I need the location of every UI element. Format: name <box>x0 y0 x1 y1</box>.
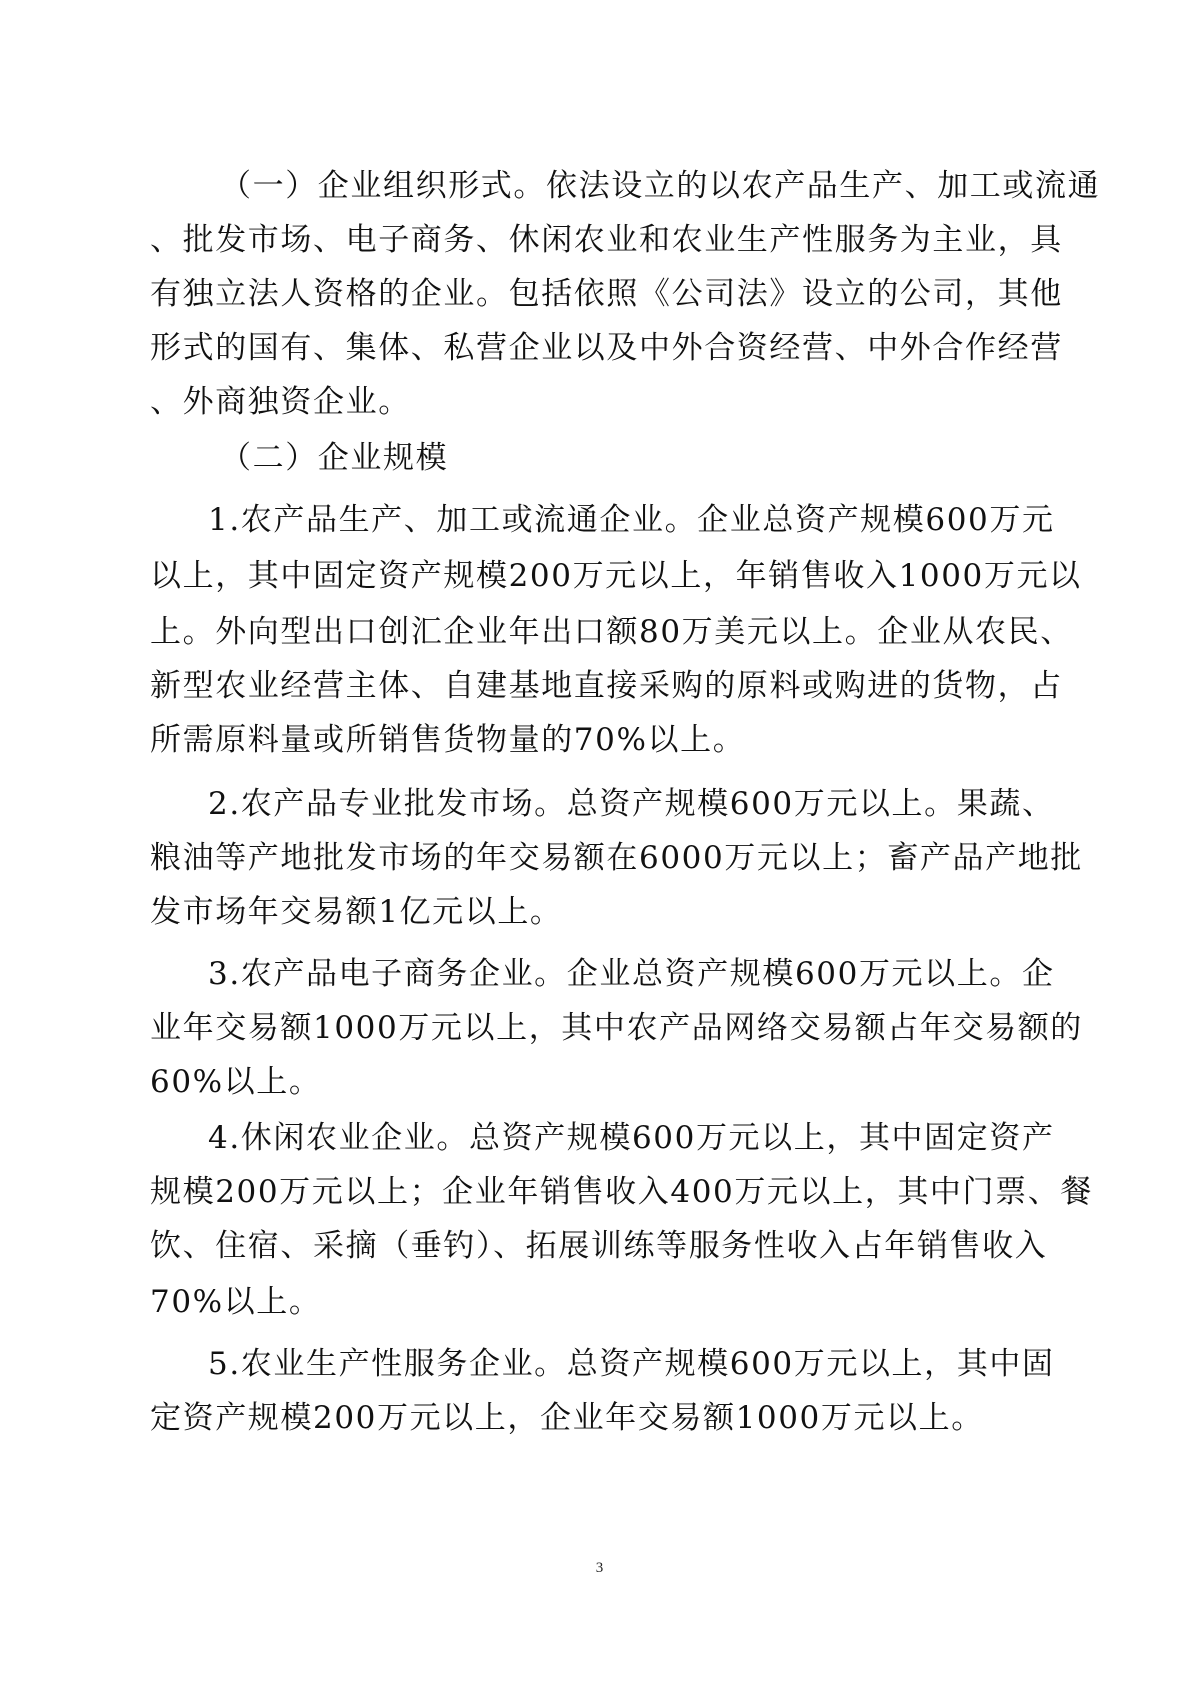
text-line: 业年交易额1000万元以上，其中农产品网络交易额占年交易额的 <box>150 1010 1083 1046</box>
text-line: 2.农产品专业批发市场。总资产规模600万元以上。果蔬、 <box>208 786 1055 822</box>
text-line: 所需原料量或所销售货物量的70%以上。 <box>150 722 746 758</box>
text-line: 1.农产品生产、加工或流通企业。企业总资产规模600万元 <box>208 502 1055 538</box>
page-number: 3 <box>595 1560 604 1576</box>
text-line: 、外商独资企业。 <box>150 384 411 420</box>
text-line: 饮、住宿、采摘（垂钓）、拓展训练等服务性收入占年销售收入 <box>150 1228 1048 1264</box>
text-line: 上。外向型出口创汇企业年出口额80万美元以上。企业从农民、 <box>150 614 1073 650</box>
text-line: 发市场年交易额1亿元以上。 <box>150 894 563 930</box>
text-line: 形式的国有、集体、私营企业以及中外合资经营、中外合作经营 <box>150 330 1063 366</box>
text-line: 定资产规模200万元以上，企业年交易额1000万元以上。 <box>150 1400 984 1436</box>
text-line: 70%以上。 <box>150 1284 322 1320</box>
text-line: 粮油等产地批发市场的年交易额在6000万元以上；畜产品产地批 <box>150 840 1083 876</box>
text-line: 规模200万元以上；企业年销售收入400万元以上，其中门票、餐 <box>150 1174 1093 1210</box>
text-line: （一）企业组织形式。依法设立的以农产品生产、加工或流通 <box>220 168 1101 204</box>
text-line: 3.农产品电子商务企业。企业总资产规模600万元以上。企 <box>208 956 1055 992</box>
text-line: 新型农业经营主体、自建基地直接采购的原料或购进的货物，占 <box>150 668 1063 704</box>
text-line: 60%以上。 <box>150 1064 322 1100</box>
text-line: 有独立法人资格的企业。包括依照《公司法》设立的公司，其他 <box>150 276 1063 312</box>
section-heading: （二）企业规模 <box>220 440 449 476</box>
text-line: 以上，其中固定资产规模200万元以上，年销售收入1000万元以 <box>150 558 1082 594</box>
text-line: 、批发市场、电子商务、休闲农业和农业生产性服务为主业，具 <box>150 222 1063 258</box>
text-line: 5.农业生产性服务企业。总资产规模600万元以上，其中固 <box>208 1346 1055 1382</box>
text-line: 4.休闲农业企业。总资产规模600万元以上，其中固定资产 <box>208 1120 1055 1156</box>
